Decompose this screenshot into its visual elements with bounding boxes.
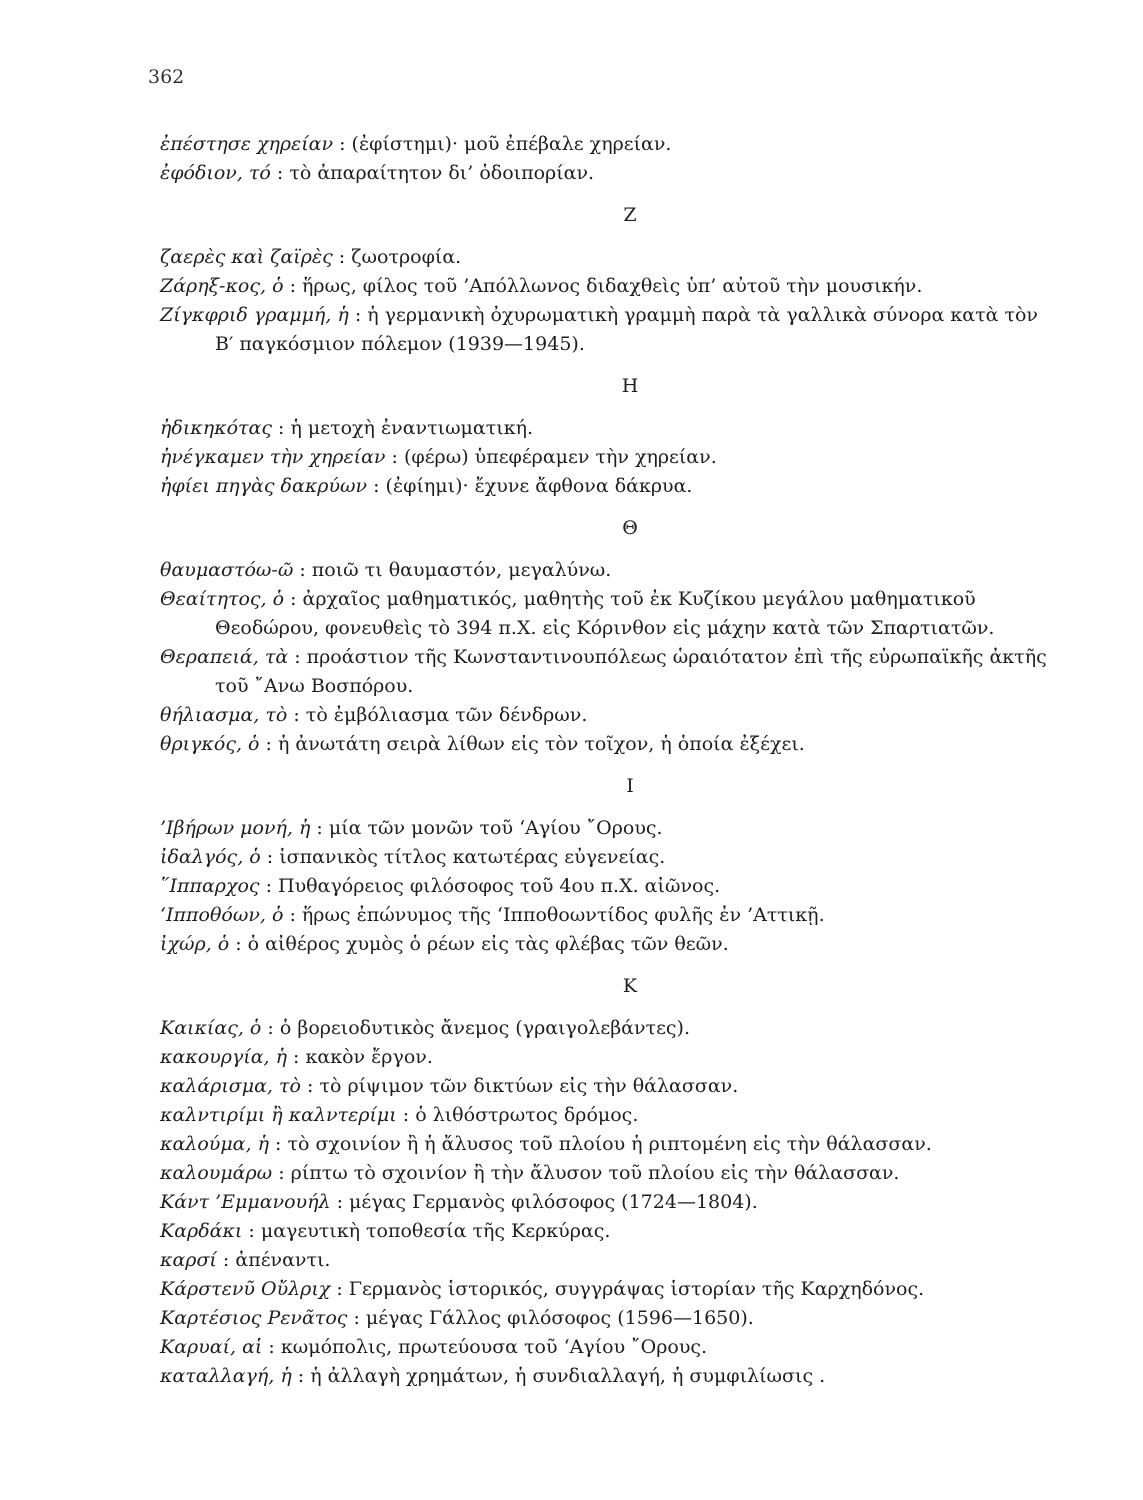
entry-definition: : ποιῶ τι θαυμαστόν, μεγαλύνω. (293, 559, 612, 581)
glossary-entry (160, 130, 1060, 159)
glossary-entry (160, 901, 1060, 930)
glossary-entry (160, 1072, 1060, 1101)
entry-term: Κάντ ’Εμμανουήλ (160, 1191, 331, 1213)
section-letter: Κ (622, 975, 638, 997)
glossary (160, 130, 1060, 1391)
glossary-entry (160, 556, 1060, 585)
glossary-entry (160, 1217, 1060, 1246)
entry-definition: : (φέρω) ὑπεφέραμεν τὴν χηρείαν. (385, 446, 717, 468)
entry-definition: : (ἐφίστημι)· μοῦ ἐπέβαλε χηρείαν. (333, 133, 672, 155)
glossary-entry (160, 414, 1060, 443)
glossary-entry (160, 930, 1060, 959)
entry-definition: : τὸ σχοινίον ἢ ἡ ἄλυσος τοῦ πλοίου ἡ ριπτομένη εἰς τὴν θάλασσαν. (268, 1133, 932, 1155)
entry-term: Καρτέσιος Ρενᾶτος (160, 1307, 348, 1329)
entry-term: Ζίγκφριδ γραμμή, ἡ (160, 304, 349, 326)
entry-definition: : ἥρως ἐπώνυμος τῆς ‘Ιπποθοωντίδος φυλῆς ἐν ’Αττικῇ. (283, 904, 825, 926)
entry-term: Ζάρηξ-κος, ὁ (160, 275, 284, 297)
entry-definition: : μαγευτικὴ τοποθεσία τῆς Κερκύρας. (242, 1220, 611, 1242)
entry-term: ‘Ιπποθόων, ὁ (160, 904, 284, 926)
glossary-entry (160, 1043, 1060, 1072)
glossary-entry (160, 872, 1060, 901)
glossary-entry (160, 243, 1060, 272)
section-letter: Ζ (623, 204, 637, 226)
entry-term: Κάρστενῦ Οὔλριχ (160, 1278, 331, 1300)
entry-term: ἐφόδιον, τό (160, 162, 271, 184)
entry-definition: : ὁ λιθόστρωτος δρόμος. (396, 1104, 639, 1126)
entry-definition: : Γερμανὸς ἱστορικός, συγγράψας ἱστορίαν τῆς Καρχηδόνος. (330, 1278, 925, 1300)
entry-definition: : ρίπτω τὸ σχοινίον ἢ τὴν ἄλυσον τοῦ πλοίου εἰς τὴν θάλασσαν. (272, 1162, 900, 1184)
glossary-entry (160, 1333, 1060, 1362)
entry-term: θαυμαστόω-ῶ (160, 559, 294, 581)
glossary-entry (160, 843, 1060, 872)
entry-term: ἠνέγκαμεν τὴν χηρείαν (160, 446, 386, 468)
entry-definition: : ἡ γερμανικὴ ὀχυρωματικὴ γραμμὴ παρὰ τὰ γαλλικὰ σύνορα κατὰ τὸν Β′ παγκόσμιον πόλεμον (1939—1945). (215, 304, 1038, 355)
entry-definition: : ζωοτροφία. (332, 246, 462, 268)
entry-term: καρσί (160, 1249, 217, 1271)
entry-term: ἠφίει πηγὰς δακρύων (160, 475, 368, 497)
glossary-entry (160, 1188, 1060, 1217)
entry-term: ἐπέστησε χηρείαν (160, 133, 334, 155)
entry-definition: : κακὸν ἔργον. (287, 1046, 433, 1068)
glossary-entry (160, 1159, 1060, 1188)
entry-definition: : ἀρχαῖος μαθηματικός, μαθητὴς τοῦ ἐκ Κυζίκου μεγάλου μαθηματικοῦ Θεοδώρου, φονευθεὶς τὸ 394 π.Χ. εἰς Κόρινθον εἰς μάχην κατὰ τῶν Σπαρτιατῶν. (215, 588, 995, 639)
section-letter: Θ (622, 517, 638, 539)
entry-definition: : μέγας Γάλλος φιλόσοφος (1596—1650). (347, 1307, 754, 1329)
entry-definition: : μέγας Γερμανὸς φιλόσοφος (1724—1804). (330, 1191, 758, 1213)
entry-term: ἠδικηκότας (160, 417, 272, 439)
section-letter: Ι (626, 775, 634, 797)
entry-term: Καρυαί, αἱ (160, 1336, 263, 1358)
glossary-entry (160, 301, 1060, 359)
glossary-entry (160, 1246, 1060, 1275)
entry-definition: : ὁ βορειοδυτικὸς ἄνεμος (γραιγολεβάντες). (261, 1017, 691, 1039)
entry-definition: : ἀπέναντι. (216, 1249, 331, 1271)
entry-term: καλουμάρω (160, 1162, 273, 1184)
entry-definition: : ἡ ἀλλαγὴ χρημάτων, ἡ συνδιαλλαγή, ἡ συμφιλίωσις . (291, 1365, 826, 1387)
entry-definition: : προάστιον τῆς Κωνσταντινουπόλεως ὡραιότατον ἐπὶ τῆς εὐρωπαϊκῆς ἀκτῆς τοῦ ῎Ανω Βοσπόρου. (215, 646, 1047, 697)
glossary-entry (160, 585, 1060, 643)
entry-term: ἰχώρ, ὁ (160, 933, 230, 955)
entry-definition: : ἡ ἀνωτάτη σειρὰ λίθων εἰς τὸν τοῖχον, ἡ ὁποία ἐξέχει. (259, 733, 805, 755)
entry-definition: : τὸ ρίψιμον τῶν δικτύων εἰς τὴν θάλασσαν. (300, 1075, 739, 1097)
glossary-entry (160, 1130, 1060, 1159)
entry-definition: : (ἐφίημι)· ἔχυνε ἄφθονα δάκρυα. (367, 475, 693, 497)
glossary-entry (160, 472, 1060, 501)
entry-definition: : Πυθαγόρειος φιλόσοφος τοῦ 4ου π.Χ. αἰῶνος. (259, 875, 721, 897)
glossary-entry (160, 272, 1060, 301)
glossary-entry (160, 643, 1060, 701)
entry-definition: : μία τῶν μονῶν τοῦ ‘Αγίου ῎Ορους. (310, 817, 663, 839)
entry-term: κακουργία, ἡ (160, 1046, 288, 1068)
entry-term: καταλλαγή, ἡ (160, 1365, 292, 1387)
glossary-entry (160, 1304, 1060, 1333)
entry-term: καλάρισμα, τὸ (160, 1075, 301, 1097)
entry-term: καλντιρίμι ἢ καλντερίμι (160, 1104, 397, 1126)
entry-definition: : ἥρως, φίλος τοῦ ’Απόλλωνος διδαχθεὶς ὑπ’ αὐτοῦ τὴν μουσικήν. (283, 275, 923, 297)
glossary-entry (160, 1101, 1060, 1130)
glossary-entry (160, 1275, 1060, 1304)
entry-term: θριγκός, ὁ (160, 733, 260, 755)
glossary-entry (160, 159, 1060, 188)
entry-term: Θεαίτητος, ὁ (160, 588, 285, 610)
glossary-entry (160, 730, 1060, 759)
entry-term: Καρδάκι (160, 1220, 243, 1242)
glossary-entry (160, 1362, 1060, 1391)
entry-definition: : τὸ ἀπαραίτητον δι’ ὁδοιπορίαν. (270, 162, 595, 184)
entry-term: Καικίας, ὁ (160, 1017, 262, 1039)
entry-term: καλούμα, ἡ (160, 1133, 269, 1155)
entry-term: θήλιασμα, τὸ (160, 704, 288, 726)
entry-definition: : τὸ ἐμβόλιασμα τῶν δένδρων. (287, 704, 588, 726)
glossary-entry (160, 443, 1060, 472)
entry-term: ῞Ιππαρχος (160, 875, 260, 897)
entry-term: ἰδαλγός, ὁ (160, 846, 261, 868)
entry-definition: : κωμόπολις, πρωτεύουσα τοῦ ‘Αγίου ῎Ορους. (262, 1336, 708, 1358)
page-number: 362 (148, 66, 185, 88)
entry-definition: : ἱσπανικὸς τίτλος κατωτέρας εὐγενείας. (260, 846, 666, 868)
entry-term: Θεραπειά, τὰ (160, 646, 289, 668)
glossary-entry (160, 814, 1060, 843)
glossary-entry (160, 1014, 1060, 1043)
entry-term: ζαερὲς καὶ ζαϊρὲς (160, 246, 333, 268)
entry-term: ’Ιβήρων μονή, ἡ (160, 817, 311, 839)
section-letter: Η (621, 375, 639, 397)
entry-definition: : ὁ αἰθέρος χυμὸς ὁ ρέων εἰς τὰς φλέβας τῶν θεῶν. (229, 933, 729, 955)
glossary-entry (160, 701, 1060, 730)
entry-definition: : ἡ μετοχὴ ἐναντιωματική. (272, 417, 533, 439)
